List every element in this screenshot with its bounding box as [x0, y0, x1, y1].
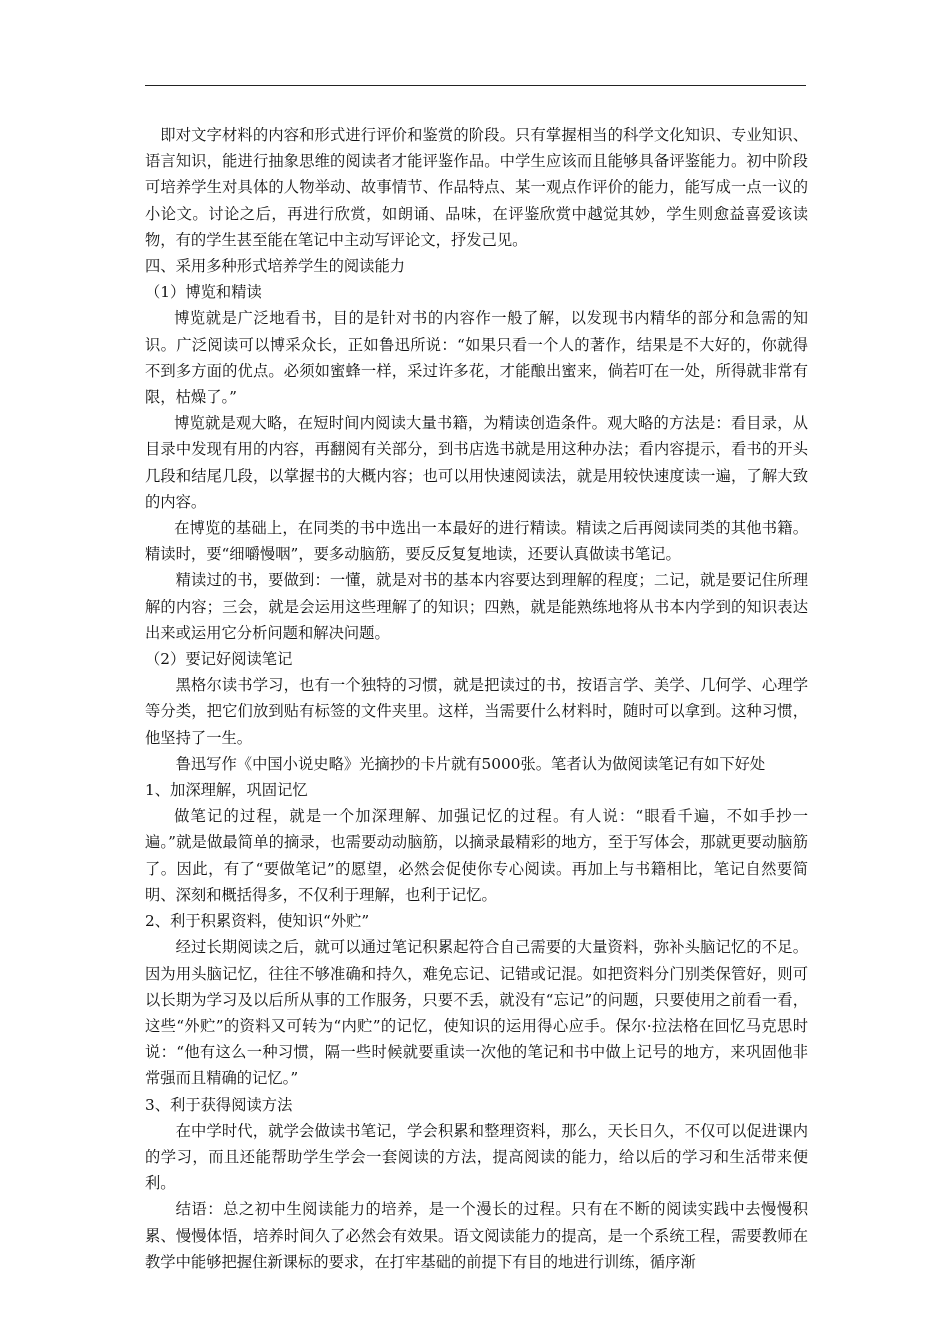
paragraph-intensive-reading: 在博览的基础上，在同类的书中选出一本最好的进行精读。精读之后再阅读同类的其他书籍。精读时，要“细嚼慢咽”，要多动脑筋，要反反复复地读，还要认真做读书笔记。 — [145, 519, 808, 564]
point-heading-2: 2、利于积累资料，使知识“外贮” — [145, 912, 370, 931]
paragraph-deepen-understanding: 做笔记的过程，就是一个加深理解、加强记忆的过程。有人说：“眼看千遍，不如手抄一遍。”就是做最简单的摘录，也需要动动脑筋，以摘录最精彩的地方，至于写体会，那就更要动脑筋了。因此，有了“要做笔记”的愿望，必然会促使你专心阅读。再加上与书籍相比，笔记自然要简明、深刻和概括得多，不仅利于理解，也利于记忆。 — [145, 807, 808, 904]
paragraph-intensive-requirements: 精读过的书，要做到：一懂，就是对书的基本内容要达到理解的程度；二记，就是要记住所理解的内容；三会，就是会运用这些理解了的知识；四熟，就是能熟练地将从书本内学到的知识表达出来或运用它分析问题和解决问题。 — [145, 571, 808, 642]
document-body — [145, 122, 808, 1275]
subheading-browse-and-intensive: （1）博览和精读 — [145, 283, 262, 302]
section-heading-4: 四、采用多种形式培养学生的阅读能力 — [145, 257, 406, 276]
paragraph-reading-method: 在中学时代，就学会做读书笔记，学会积累和整理资料，那么，天长日久，不仅可以促进课内的学习，而且还能帮助学生学会一套阅读的方法，提高阅读的能力，给以后的学习和生活带来便利。 — [145, 1121, 808, 1193]
paragraph-evaluation-stage: 即对文字材料的内容和形式进行评价和鉴赏的阶段。只有掌握相当的科学文化知识、专业知识、语言知识，能进行抽象思维的阅读者才能评鉴作品。中学生应该而且能够具备评鉴能力。初中阶段可培养学生对具体的人物举动、故事情节、作品特点、某一观点作评价的能力，能写成一点一议的小论文。讨论之后，再进行欣赏，如朗诵、品味，在评鉴欣赏中越觉其妙，学生则愈益喜爱该读物，有的学生甚至能在笔记中主动写评论文，抒发己见。 — [145, 126, 808, 249]
point-heading-1: 1、加深理解，巩固记忆 — [145, 781, 308, 800]
paragraph-luxun-cards: 鲁迅写作《中国小说史略》光摘抄的卡片就有5000张。笔者认为做阅读笔记有如下好处 — [175, 754, 766, 773]
paragraph-browse-method: 博览就是观大略，在短时间内阅读大量书籍，为精读创造条件。观大略的方法是：看目录，从目录中发现有用的内容，再翻阅有关部分，到书店选书就是用这种办法；看内容提示，看书的开头几段和结尾几段，以掌握书的大概内容；也可以用快速阅读法，就是用较快速度读一遍，了解大致的内容。 — [145, 414, 808, 511]
paragraph-hegel: 黑格尔读书学习，也有一个独特的习惯，就是把读过的书，按语言学、美学、几何学、心理学等分类，把它们放到贴有标签的文件夹里。这样，当需要什么材料时，随时可以拿到。这种习惯，他坚持了一生。 — [145, 676, 808, 747]
paragraph-browse-definition: 博览就是广泛地看书，目的是针对书的内容作一般了解，以发现书内精华的部分和急需的知识。广泛阅读可以博采众长，正如鲁迅所说：“如果只看一个人的著作，结果是不大好的，你就得不到多方面的优点。必须如蜜蜂一样，采过许多花，才能酿出蜜来，倘若叮在一处，所得就非常有限，枯燥了。” — [145, 309, 808, 407]
point-heading-3: 3、利于获得阅读方法 — [145, 1095, 293, 1114]
paragraph-accumulate-material: 经过长期阅读之后，就可以通过笔记积累起符合自己需要的大量资料，弥补头脑记忆的不足。因为用头脑记忆，往往不够准确和持久，难免忘记、记错或记混。如把资料分门别类保管好，则可以长期为学习及以后所从事的工作服务，只要不丢，就没有“忘记”的问题，只要使用之前看一看，这些“外贮”的资料又可转为“内贮”的记忆，使知识的运用得心应手。保尔·拉法格在回忆马克思时说：“他有这么一种习惯，隔一些时候就要重读一次他的笔记和书中做上记号的地方，来巩固他非常强而且精确的记忆。” — [145, 938, 808, 1088]
header-rule — [145, 85, 806, 86]
paragraph-conclusion: 结语：总之初中生阅读能力的培养，是一个漫长的过程。只有在不断的阅读实践中去慢慢积累、慢慢体悟，培养时间久了必然会有效果。语文阅读能力的提高，是一个系统工程，需要教师在教学中能够把握住新课标的要求，在打牢基础的前提下有目的地进行训练，循序渐 — [145, 1200, 808, 1271]
subheading-reading-notes: （2）要记好阅读笔记 — [145, 650, 293, 669]
